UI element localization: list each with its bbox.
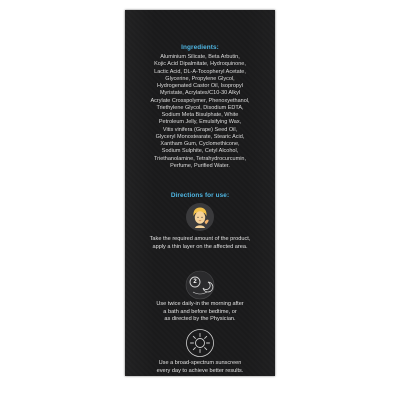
ingredients-line: Lactic Acid, DL-A-Tocopheryl Acetate, [154, 68, 246, 75]
ingredients-line: Triethanolamine, Tetrahydrocurcumin, [153, 155, 246, 162]
direction-line: Use twice daily-in the morning after [156, 301, 244, 307]
directions-heading: Directions for use: [170, 192, 230, 199]
ingredients-list [131, 54, 269, 170]
direction-step-3 [133, 360, 267, 375]
ingredients-line: Glyceryl Monostearate, Stearic Acid, [155, 133, 245, 140]
ingredients-line: Glycerine, Propylene Glycol, [165, 75, 235, 82]
twice-daily-sun-moon-icon [185, 270, 215, 300]
direction-step-2 [133, 301, 267, 324]
ingredients-line: Triethylene Glycol, Disodium EDTA, [156, 104, 244, 111]
ingredients-line: Sodium Meta Bisulphate, White [161, 112, 239, 118]
ingredients-line: Myristate, Acrylates/C10-30 Alkyl [159, 90, 241, 97]
direction-line: Take the required amount of the product, [149, 236, 251, 242]
direction-line: every day to achieve better results. [156, 367, 244, 374]
ingredients-line: Perfume, Purified Water. [170, 162, 230, 169]
ingredients-line: Sodium Sulphite, Cetyl Alcohol, [161, 148, 239, 155]
direction-line: apply a thin layer on the affected area. [152, 243, 248, 250]
ingredients-line: Vitis vinifera (Grape) Seed Oil, [162, 126, 238, 133]
ingredients-line: Petroleum Jelly, Emulsifying Wax, [158, 119, 242, 126]
sun-protection-icon [185, 328, 215, 358]
direction-line: a bath and before bedtime, or [163, 308, 237, 315]
ingredients-heading: Ingredients: [181, 44, 219, 51]
product-carton-back [125, 10, 275, 376]
ingredients-line: Kojic Acid Dipalmitate, Hydroquinone, [154, 61, 246, 68]
direction-line: Use a broad-spectrum sunscreen [158, 360, 242, 366]
ingredients-line: Acrylate Crosspolymer, Phenoxyethanol, [150, 97, 250, 104]
twice-daily-badge: 2 [193, 278, 197, 285]
ingredients-line: Hydrogenated Castor Oil, Isopropyl [157, 83, 243, 89]
ingredients-line: Xantham Gum, Cyclomethicone, [160, 141, 240, 147]
ingredients-line: Aluminium Silicate, Beta Arbutin, [160, 54, 240, 60]
face-applying-cream-icon [185, 202, 215, 232]
direction-step-1 [133, 236, 267, 251]
direction-line: as directed by the Physician. [164, 316, 236, 322]
